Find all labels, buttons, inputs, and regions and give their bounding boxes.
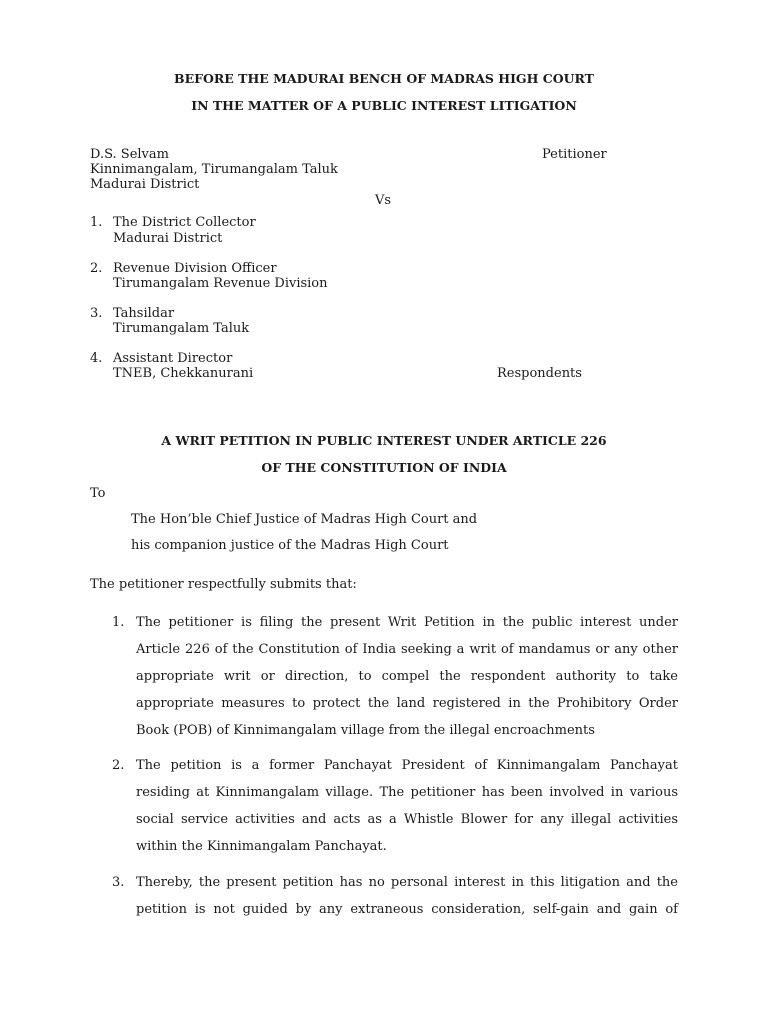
respondent-location: Madurai District	[113, 231, 223, 246]
respondent-number: 2.	[90, 261, 103, 276]
respondent-location: TNEB, Chekkanurani	[113, 366, 254, 381]
petitioner-address-2: Madurai District	[90, 177, 200, 192]
respondent-location: Tirumangalam Revenue Division	[113, 276, 328, 291]
matter-heading: IN THE MATTER OF A PUBLIC INTEREST LITIGATION	[191, 98, 577, 113]
writ-title-line-1: A WRIT PETITION IN PUBLIC INTEREST UNDER ARTICLE 226	[161, 433, 607, 448]
to-label: To	[90, 486, 106, 501]
paragraph-text: Thereby, the present petition has no personal interest in this litigation and the petition is not guided by any extraneous consideration, self-gain and gain of	[136, 875, 678, 917]
respondent-title: The District Collector	[113, 215, 256, 230]
addressee-line-1: The Hon’ble Chief Justice of Madras High Court and	[131, 512, 478, 527]
paragraph-text: The petition is a former Panchayat President of Kinnimangalam Panchayat residing at Kinnimangalam village. The petitioner has been involved in various social service activities and acts as a Whistle Blower for any illegal activities within the Kinnimangalam Panchayat.	[136, 758, 678, 854]
paragraph-number: 1.	[112, 615, 125, 630]
respondents-role: Respondents	[497, 366, 582, 381]
respondent-location: Tirumangalam Taluk	[113, 321, 250, 336]
respondent-title: Tahsildar	[113, 306, 175, 321]
paragraph-text: The petitioner is filing the present Writ Petition in the public interest under Article 226 of the Constitution of India seeking a writ of mandamus or any other appropriate writ or direction, to compel the respondent authority to take appropriate measures to protect the land registered in the Prohibitory Order Book (POB) of Kinnimangalam village from the illegal encroachments	[136, 615, 678, 738]
paragraph-number: 3.	[112, 875, 125, 890]
petitioner-address-1: Kinnimangalam, Tirumangalam Taluk	[90, 162, 338, 177]
respondent-number: 4.	[90, 351, 103, 366]
respondent-title: Assistant Director	[113, 351, 233, 366]
respondent-title: Revenue Division Officer	[113, 261, 277, 276]
respondent-number: 3.	[90, 306, 103, 321]
versus-label: Vs	[375, 193, 392, 208]
respondent-number: 1.	[90, 215, 103, 230]
petitioner-name: D.S. Selvam	[90, 147, 169, 162]
paragraph-number: 2.	[112, 758, 125, 773]
court-heading: BEFORE THE MADURAI BENCH OF MADRAS HIGH COURT	[174, 71, 594, 86]
addressee-line-2: his companion justice of the Madras High Court	[131, 538, 449, 553]
petitioner-role: Petitioner	[542, 147, 607, 162]
intro-text: The petitioner respectfully submits that:	[90, 577, 357, 592]
writ-title-line-2: OF THE CONSTITUTION OF INDIA	[261, 460, 507, 475]
